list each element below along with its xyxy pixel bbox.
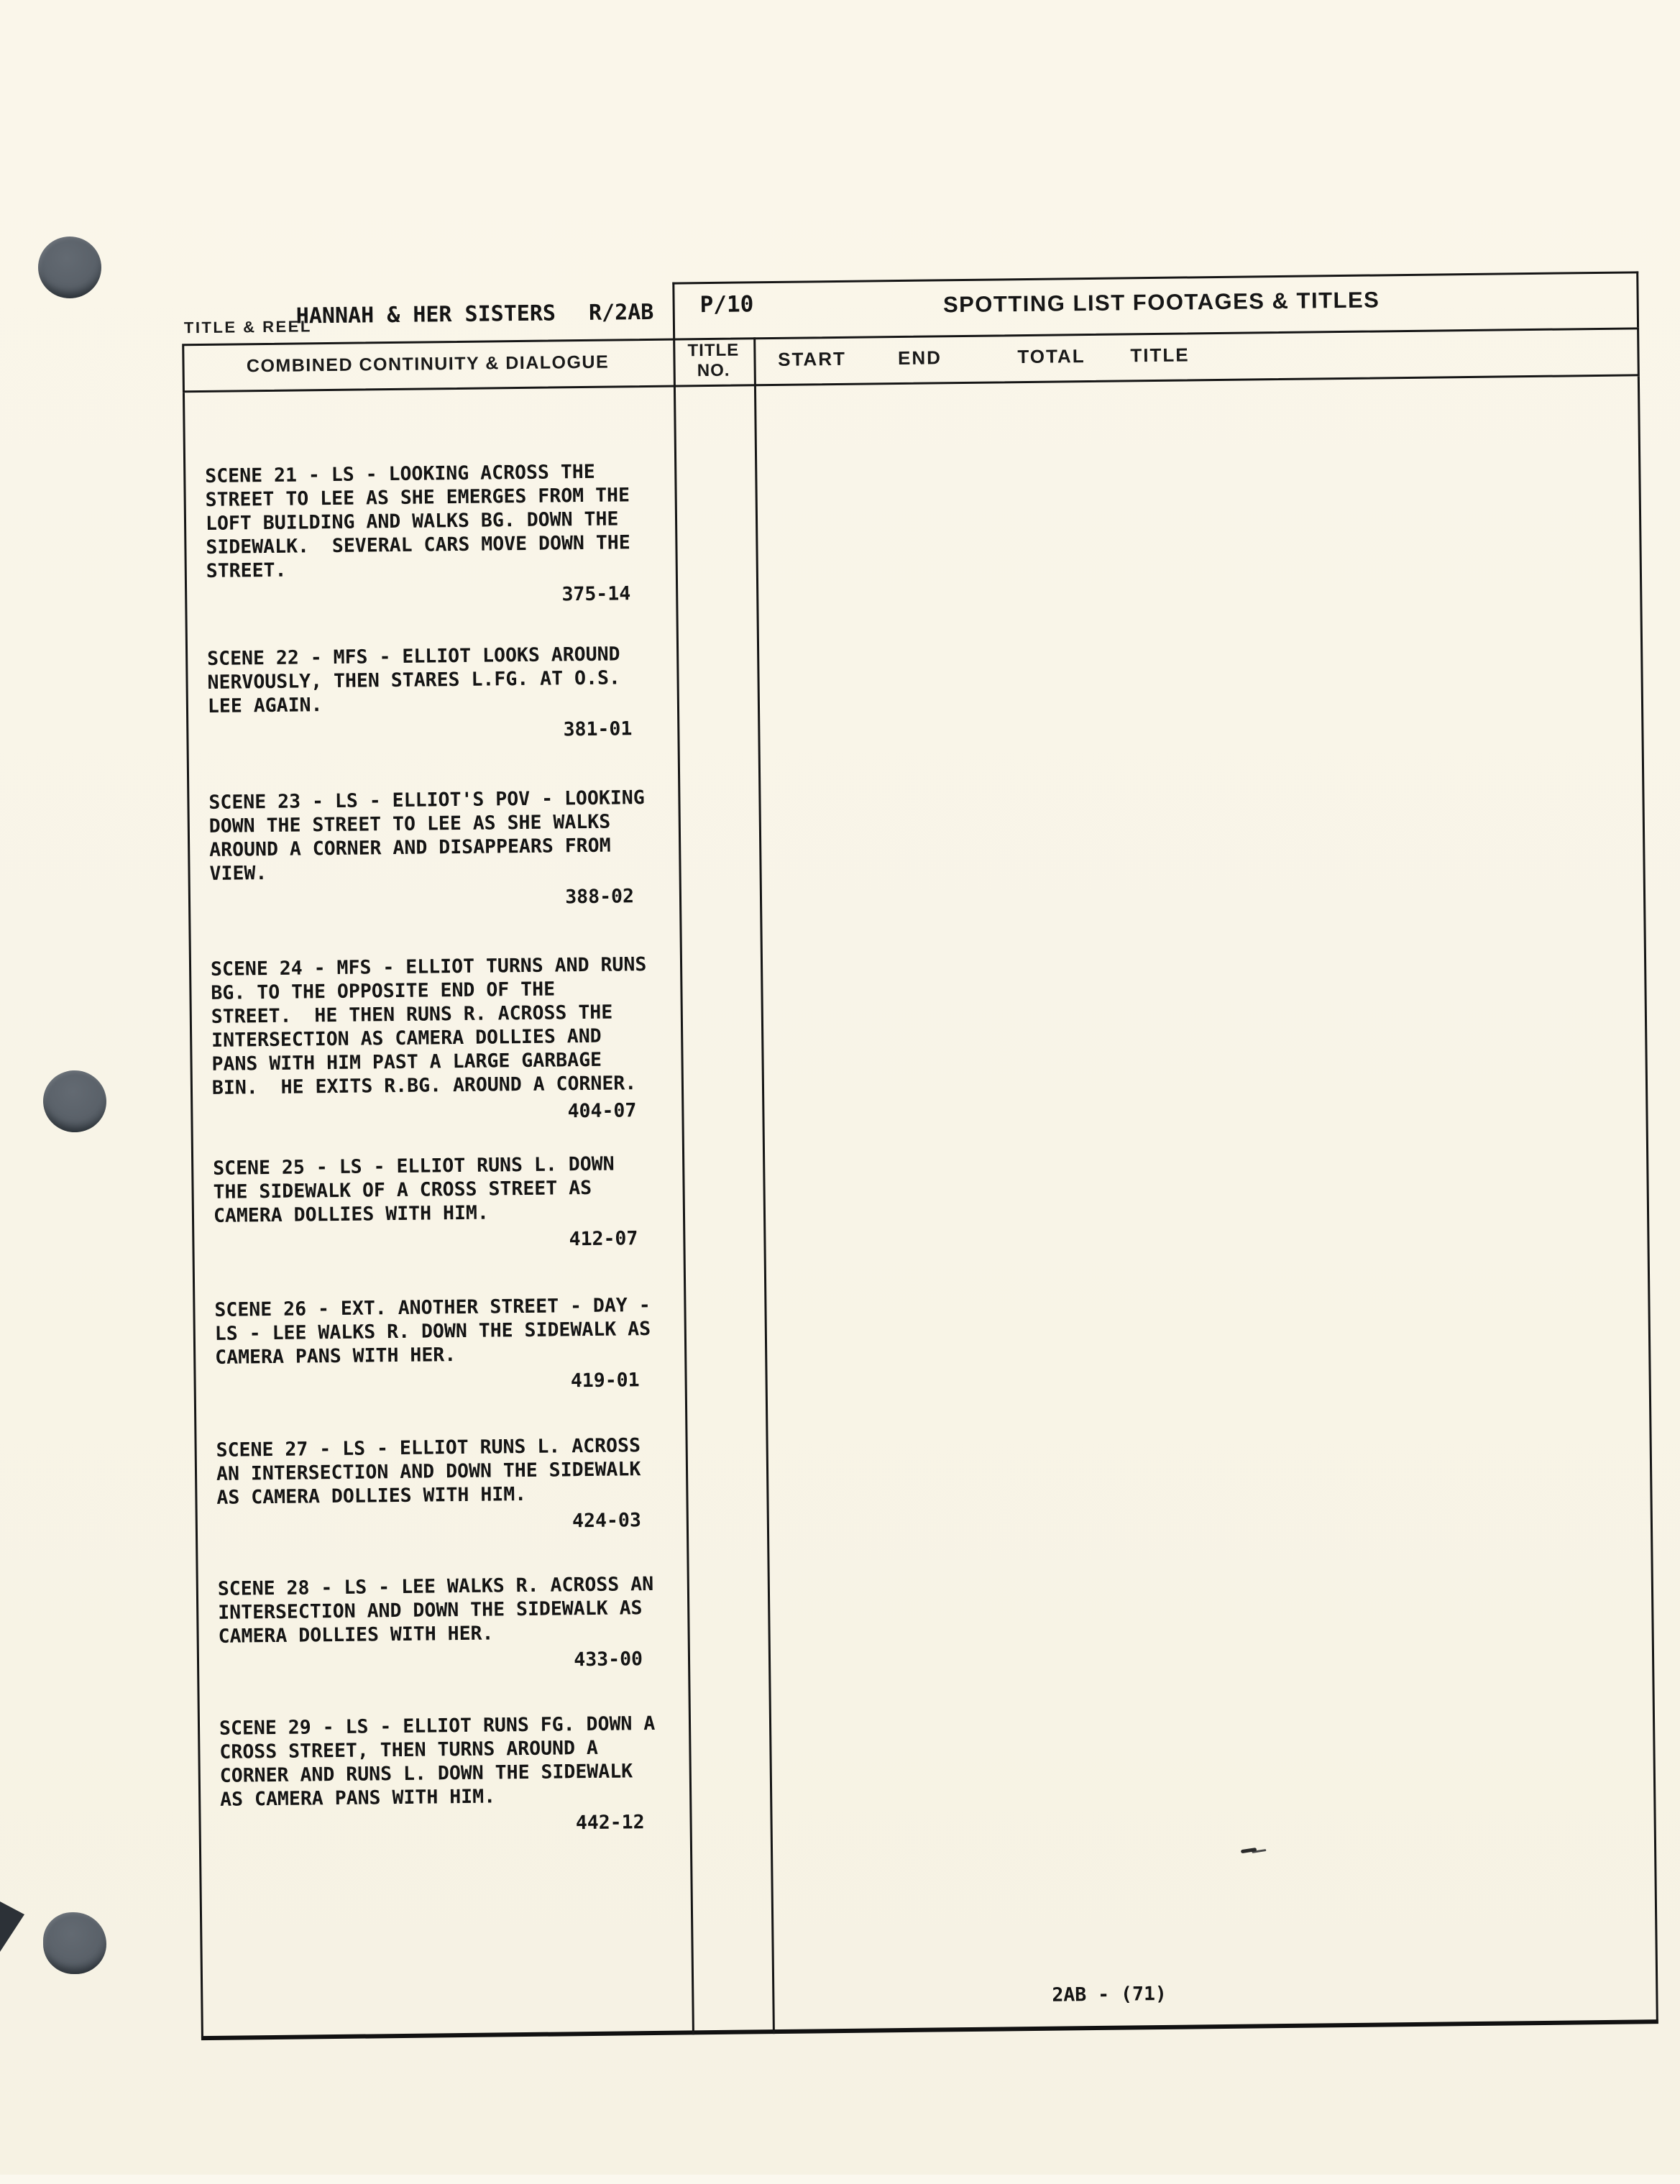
scene-block [214,1293,651,1397]
scene-text: SCENE 26 - EXT. ANOTHER STREET - DAY - LS - LEE WALKS R. DOWN THE SIDEWALK AS CAMERA PANS WITH HER. [214,1294,651,1369]
column-header-title: TITLE [1130,344,1190,367]
hole-punch-top-icon [38,237,101,298]
film-title [296,300,654,329]
scene-footage-number: 388-02 [565,885,635,909]
column-header-title-no-line2: NO. [697,360,730,381]
scene-footage-number: 424-03 [572,1509,641,1533]
column-header-continuity: COMBINED CONTINUITY & DIALOGUE [246,352,610,377]
scene-block [205,459,630,610]
scene-block [210,953,647,1127]
scene-footage-number: 381-01 [563,717,633,741]
column-header-end: END [897,347,942,370]
hole-punch-bottom-icon [43,1912,106,1974]
page-edge-shadow [0,1901,24,1952]
title-reel-label: TITLE & REEL [183,317,312,337]
page-code: P/10 [699,291,754,318]
scene-block [208,786,645,913]
column-header-total: TOTAL [1017,345,1085,368]
scene-footage-number: 412-07 [569,1227,638,1251]
scene-text: SCENE 25 - LS - ELLIOT RUNS L. DOWN THE SIDEWALK OF A CROSS STREET AS CAMERA DOLLIES WITH HIM. [213,1152,615,1227]
scene-footage-number: 375-14 [561,582,631,606]
reel-number: R/2AB [588,299,654,326]
form-title: SPOTTING LIST FOOTAGES & TITLES [942,287,1380,318]
column-header-title-no [673,340,754,381]
scene-text: SCENE 24 - MFS - ELLIOT TURNS AND RUNS BG. TO THE OPPOSITE END OF THE STREET. HE THEN RUNS R. ACROSS THE INTERSECTION AS CAMERA DOLLIES AND PANS WITH HIM PAST A LARGE GARBAGE BIN. HE EXITS R.BG. AROUND A CORNER. [210,953,647,1099]
scene-block [216,1433,641,1537]
scene-footage-number: 442-12 [575,1811,645,1835]
column-header-start: START [777,347,847,370]
scene-text: SCENE 22 - MFS - ELLIOT LOOKS AROUND NERVOUSLY, THEN STARES L.FG. AT O.S. LEE AGAIN. [207,643,621,717]
scene-footage-number: 419-01 [570,1369,640,1392]
scene-block [207,642,633,745]
scene-block [219,1712,656,1839]
scene-text: SCENE 21 - LS - LOOKING ACROSS THE STREET TO LEE AS SHE EMERGES FROM THE LOFT BUILDING AND WALKS BG. DOWN THE SIDEWALK. SEVERAL CARS MOVE DOWN THE STREET. [205,460,630,582]
scene-text: SCENE 23 - LS - ELLIOT'S POV - LOOKING DOWN THE STREET TO LEE AS SHE WALKS AROUND A CORNER AND DISAPPEARS FROM VIEW. [208,786,645,885]
column-header-title-no-line1: TITLE [687,340,740,361]
footer-page-ref: 2AB - (71) [1052,1982,1167,2006]
scene-footage-number: 404-07 [567,1099,637,1123]
scene-text: SCENE 28 - LS - LEE WALKS R. ACROSS AN INTERSECTION AND DOWN THE SIDEWALK AS CAMERA DOLLIES WITH HER. [217,1572,654,1648]
scene-block [213,1152,638,1255]
scene-footage-number: 433-00 [574,1648,643,1671]
scene-text: SCENE 27 - LS - ELLIOT RUNS L. ACROSS AN INTERSECTION AND DOWN THE SIDEWALK AS CAMERA DOLLIES WITH HIM. [216,1434,641,1509]
scene-text: SCENE 29 - LS - ELLIOT RUNS FG. DOWN A CROSS STREET, THEN TURNS AROUND A CORNER AND RUNS L. DOWN THE SIDEWALK AS CAMERA PANS WITH HIM. [219,1712,656,1811]
scene-block [217,1572,654,1676]
film-title-text: HANNAH & HER SISTERS [295,300,556,329]
